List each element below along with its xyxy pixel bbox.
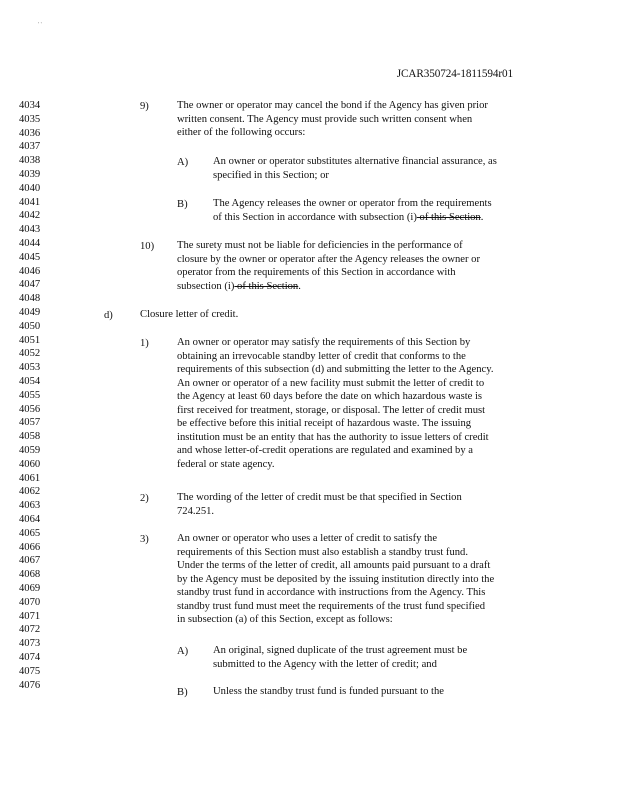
line-number: 4034	[19, 100, 41, 111]
line-number: 4044	[19, 238, 41, 249]
line-number: 4042	[19, 210, 41, 222]
line-number: 4041	[19, 196, 41, 208]
text-line	[213, 211, 492, 225]
item-marker-9b: B)	[177, 199, 188, 210]
line-number: 4051	[19, 334, 41, 346]
text-run: subsection (i)	[177, 280, 235, 292]
text-line: either of the following occurs:	[177, 127, 306, 138]
line-number: 4066	[19, 541, 41, 553]
line-number: 4037	[19, 141, 41, 153]
text-line: An owner or operator may satisfy the requirements of this Section by	[177, 337, 471, 348]
text-line: An owner or operator substitutes alternative financial assurance, as	[213, 156, 497, 167]
item-marker-d1: 1)	[140, 338, 149, 349]
text-line: Unless the standby trust fund is funded pursuant to the	[213, 686, 444, 697]
line-number: 4049	[19, 307, 41, 318]
line-number: 4069	[19, 583, 41, 594]
line-number: 4047	[19, 279, 41, 291]
line-number: 4048	[19, 293, 41, 305]
item-marker-10: 10)	[140, 241, 155, 252]
line-number: 4076	[19, 679, 41, 691]
item-marker-d3a: A)	[177, 646, 189, 657]
text-run: .	[298, 280, 301, 292]
line-number: 4074	[19, 652, 41, 663]
line-number: 4035	[19, 113, 41, 125]
line-number: 4071	[19, 610, 41, 622]
line-number: 4050	[19, 320, 41, 332]
scan-corner-marks: ' '	[38, 22, 42, 28]
line-number: 4068	[19, 569, 41, 581]
line-number: 4053	[19, 362, 41, 374]
text-line: standby trust fund must meet the requirements of the trust fund specified	[177, 600, 486, 612]
line-number: 4055	[19, 389, 41, 401]
text-line: by the Agency must be deposited by the issuing institution directly into the	[177, 573, 495, 585]
text-line: An owner or operator who uses a letter of credit to satisfy the	[177, 533, 438, 544]
text-line: institution must be an entity that has the authority to issue letters of credit	[177, 431, 489, 443]
text-line: in subsection (a) of this Section, except as follows:	[177, 614, 393, 625]
line-number: 4067	[19, 555, 41, 567]
line-number: 4043	[19, 224, 41, 236]
text-line: requirements of this Section must also establish a standby trust fund.	[177, 546, 468, 558]
item-d3b-text	[213, 685, 444, 699]
line-number: 4059	[19, 445, 41, 456]
line-number: 4052	[19, 348, 41, 360]
text-line: closure by the owner or operator after the Agency releases the owner or	[177, 253, 480, 265]
item-d3a-text	[213, 644, 467, 671]
line-number: 4062	[19, 486, 41, 498]
text-line: The surety must not be liable for deficiencies in the performance of	[177, 240, 463, 251]
item-marker-d3: 3)	[140, 534, 149, 545]
text-line: An owner or operator of a new facility must submit the letter of credit to	[177, 377, 485, 389]
line-number: 4038	[19, 155, 41, 167]
line-number: 4072	[19, 624, 41, 636]
text-line: The Agency releases the owner or operator from the requirements	[213, 198, 492, 209]
line-number: 4036	[19, 127, 41, 139]
line-number: 4065	[19, 527, 41, 539]
section-d-heading: Closure letter of credit.	[140, 309, 239, 320]
line-number: 4056	[19, 403, 41, 415]
text-line: The wording of the letter of credit must be that specified in Section	[177, 492, 462, 503]
struck-text: of this Section	[416, 211, 481, 223]
line-number: 4075	[19, 665, 41, 677]
line-number: 4063	[19, 500, 41, 512]
text-line: standby trust fund in accordance with instructions from the Agency. This	[177, 587, 486, 598]
text-line: requirements of this subsection (d) and submitting the letter to the Agency.	[177, 364, 494, 375]
document-id-header: JCAR350724-1811594r01	[396, 68, 513, 80]
line-number: 4064	[19, 514, 41, 525]
line-number: 4061	[19, 472, 41, 484]
item-marker-d: d)	[104, 310, 113, 321]
text-line: be effective before this initial receipt of hazardous waste. The issuing	[177, 418, 472, 429]
text-line: first received for treatment, storage, or disposal. The letter of credit must	[177, 404, 486, 416]
text-line: specified in this Section; or	[213, 169, 329, 181]
line-number: 4057	[19, 417, 41, 429]
text-line: operator from the requirements of this Section in accordance with	[177, 267, 456, 278]
item-marker-9a: A)	[177, 157, 189, 168]
item-d3-text	[177, 532, 494, 627]
line-number: 4040	[19, 182, 41, 194]
item-9a-text	[213, 155, 497, 182]
text-line: obtaining an irrevocable standby letter of credit that conforms to the	[177, 350, 466, 362]
item-9-text	[177, 99, 488, 140]
text-line: federal or state agency.	[177, 458, 275, 470]
line-number: 4058	[19, 431, 41, 443]
item-marker-9: 9)	[140, 101, 149, 112]
text-run: of this Section in accordance with subsection (i)	[213, 211, 417, 223]
text-line: and whose letter-of-credit operations are regulated and examined by a	[177, 445, 473, 456]
text-line: submitted to the Agency with the letter of credit; and	[213, 658, 437, 670]
text-line	[177, 280, 480, 294]
text-line: the Agency at least 60 days before the date on which hazardous waste is	[177, 391, 483, 402]
text-run: .	[480, 211, 484, 223]
item-marker-d3b: B)	[177, 687, 188, 698]
text-line: written consent. The Agency must provide such written consent when	[177, 113, 473, 125]
item-d1-text	[177, 336, 493, 471]
line-number: 4045	[19, 251, 41, 263]
struck-text: of this Section	[234, 280, 299, 292]
line-number: 4060	[19, 458, 41, 470]
text-line: An original, signed duplicate of the trust agreement must be	[213, 645, 468, 656]
line-number: 4039	[19, 169, 41, 180]
text-line: Under the terms of the letter of credit, all amounts paid pursuant to a draft	[177, 560, 491, 571]
line-number: 4046	[19, 265, 41, 277]
item-10-text	[177, 239, 480, 293]
text-line: 724.251.	[177, 505, 215, 517]
item-marker-d2: 2)	[140, 493, 149, 504]
item-9b-text	[213, 197, 492, 224]
item-d2-text	[177, 491, 462, 518]
line-number: 4073	[19, 638, 41, 650]
line-number: 4054	[19, 376, 41, 387]
text-line: The owner or operator may cancel the bond if the Agency has given prior	[177, 100, 488, 111]
line-number: 4070	[19, 596, 41, 608]
